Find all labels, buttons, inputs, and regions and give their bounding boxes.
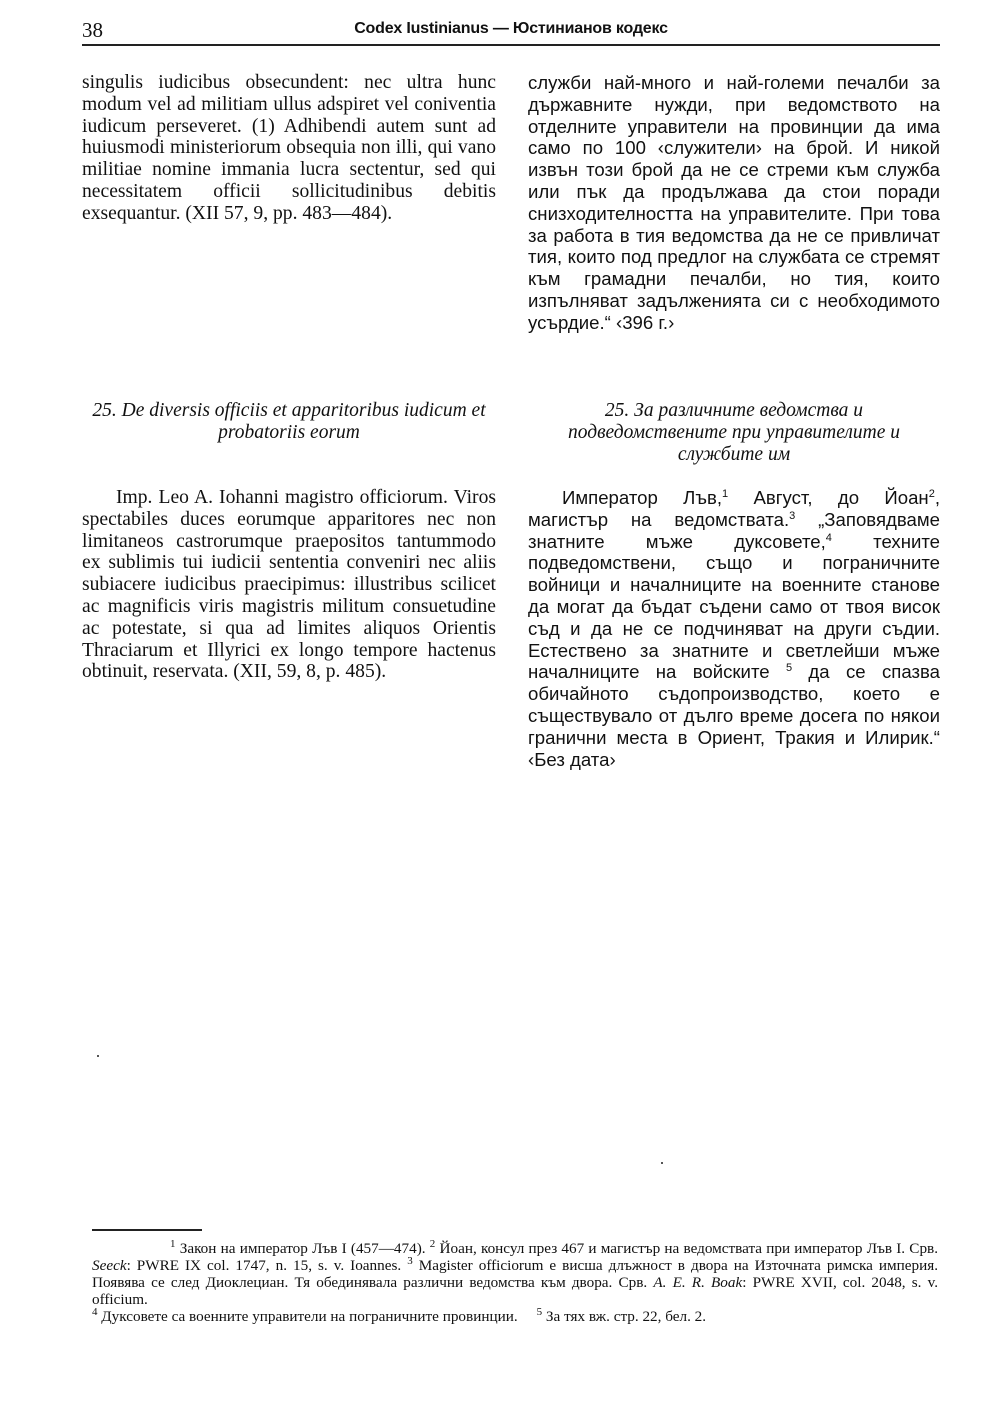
page-header — [82, 14, 940, 44]
latin-paragraph-continuation: singulis iudicibus obsecundent: nec ultra hunc modum vel ad militiam ullus adspiret vel coniventia iudicum perseveret. (1) Adhibendi autem sunt ad huiusmodi ministeriorum obsequia non illi, qui vano militiae nomine immania lucra sectentur, sed qui necessitatem officii sollicitudinibus debitis exsequantur. (XII 57, 9, pp. 483—484). — [82, 72, 496, 224]
footnote-1: Закон на император Лъв I (457—474). — [175, 1240, 430, 1257]
bulgarian-section-title: 25. За различните ведомства и подведомствените при управителите и службите им — [567, 400, 901, 465]
scan-speck — [661, 1162, 663, 1164]
footnote-number: 2 — [429, 1237, 436, 1250]
bulgarian-column-body — [528, 487, 940, 770]
bulgarian-column-top — [528, 72, 940, 334]
footnote-ref[interactable]: 3 — [789, 509, 796, 522]
latin-column-body — [82, 487, 496, 683]
footnote-2-ref: : PWRE IX col. 1747, n. 15, s. v. Ioannes. — [126, 1257, 408, 1274]
latin-column-top — [82, 72, 496, 225]
footnote-ref[interactable]: 2 — [928, 487, 935, 500]
header-rule — [82, 44, 940, 46]
footnote-number: 5 — [536, 1305, 543, 1318]
scan-speck — [97, 1055, 99, 1057]
footnote-3-ref: : PWRE XVII, col. 2048, s. v. officium. — [92, 1274, 938, 1308]
text-run: да се спазва обичайното съдопроизводство, което е съществувало от дълго време досега по някои гранични места в Ориент, Тракия и Илирик.“ ‹Без дата› — [528, 661, 940, 770]
footnote-rule — [92, 1229, 202, 1231]
text-run: , магистър на ведомствата. — [528, 487, 940, 530]
text-run: Август, до Йоан — [728, 487, 929, 508]
text-run: техните подведомствени, също и пограничните войници и началниците на военните станове да могат да бъдат съдени само от твоя висок съд и да не се подчиняват на други съдии. Естествено за знатните и светлейши мъже началниците на войските — [528, 530, 940, 683]
footnote-ref[interactable]: 4 — [825, 531, 832, 544]
footnote-number: 4 — [92, 1305, 98, 1318]
footnote-3-author: A. E. R. Boak — [653, 1274, 743, 1291]
text-run: „Заповядваме знатните мъже дуксовете, — [528, 508, 941, 552]
footnote-4: Дуксовете са военните управители на пограничните провинции. — [97, 1308, 522, 1325]
footnote-2: Йоан, консул през 467 и магистър на ведомствата при император Лъв I. Срв. — [435, 1240, 939, 1257]
footnotes — [92, 1237, 939, 1325]
footnote-block — [92, 1237, 939, 1325]
footnote-3: Magister officiorum е висша длъжност в двора на Източната римска империя. Появява се след Диоклециан. Тя обединявала различни ведомства към двора. Срв. — [92, 1257, 938, 1291]
footnote-5: За тях вж. стр. 22, бел. 2. — [542, 1308, 707, 1325]
bulgarian-section-text — [528, 487, 940, 770]
page-number: 38 — [82, 18, 103, 42]
footnote-2-author: Seeck — [92, 1257, 127, 1274]
footnote-ref[interactable]: 1 — [722, 487, 729, 500]
footnote-number: 1 — [170, 1237, 176, 1250]
running-title: Codex Iustinianus — Юстинианов кодекс — [354, 20, 668, 37]
bulgarian-paragraph-continuation: служби най-много и най-големи печалби за държавните нужди, при ведомството на отделните управители на провинции да има само по 100 ‹служители› на брой. И никой извън този брой да не се стреми към служба или пък да продължава да стои поради снизходителността на управителите. При това за работа в тия ведомства да не се привличат тия, които под предлог на службата се стремят към грамадни печалби, но тия, които изпълняват задълженията си с необходимото усърдие.“ ‹396 г.› — [528, 72, 940, 333]
latin-section-text: Imp. Leo A. Iohanni magistro officiorum. Viros spectabiles duces eorumque apparitores nec non limitaneos castrorumque praepositos tantummodo ex sublimis tui iudicii sententia conveniri nec aliis subiacere iudicibus praecipimus: illustribus scilicet ac magnificis viris magistris militum consuetudine ac potestate, si qua ad limites aliquos Orientis Thraciarum et Illyrici ex longo tempore hactenus obtinuit, reservata. (XII, 59, 8, p. 485). — [82, 487, 496, 683]
latin-section-title: 25. De diversis officiis et apparitoribus iudicum et probatoriis eorum — [92, 400, 486, 443]
footnote-number: 3 — [407, 1254, 413, 1267]
footnote-ref[interactable]: 5 — [785, 662, 793, 675]
text-run: Император Лъв, — [562, 487, 723, 508]
